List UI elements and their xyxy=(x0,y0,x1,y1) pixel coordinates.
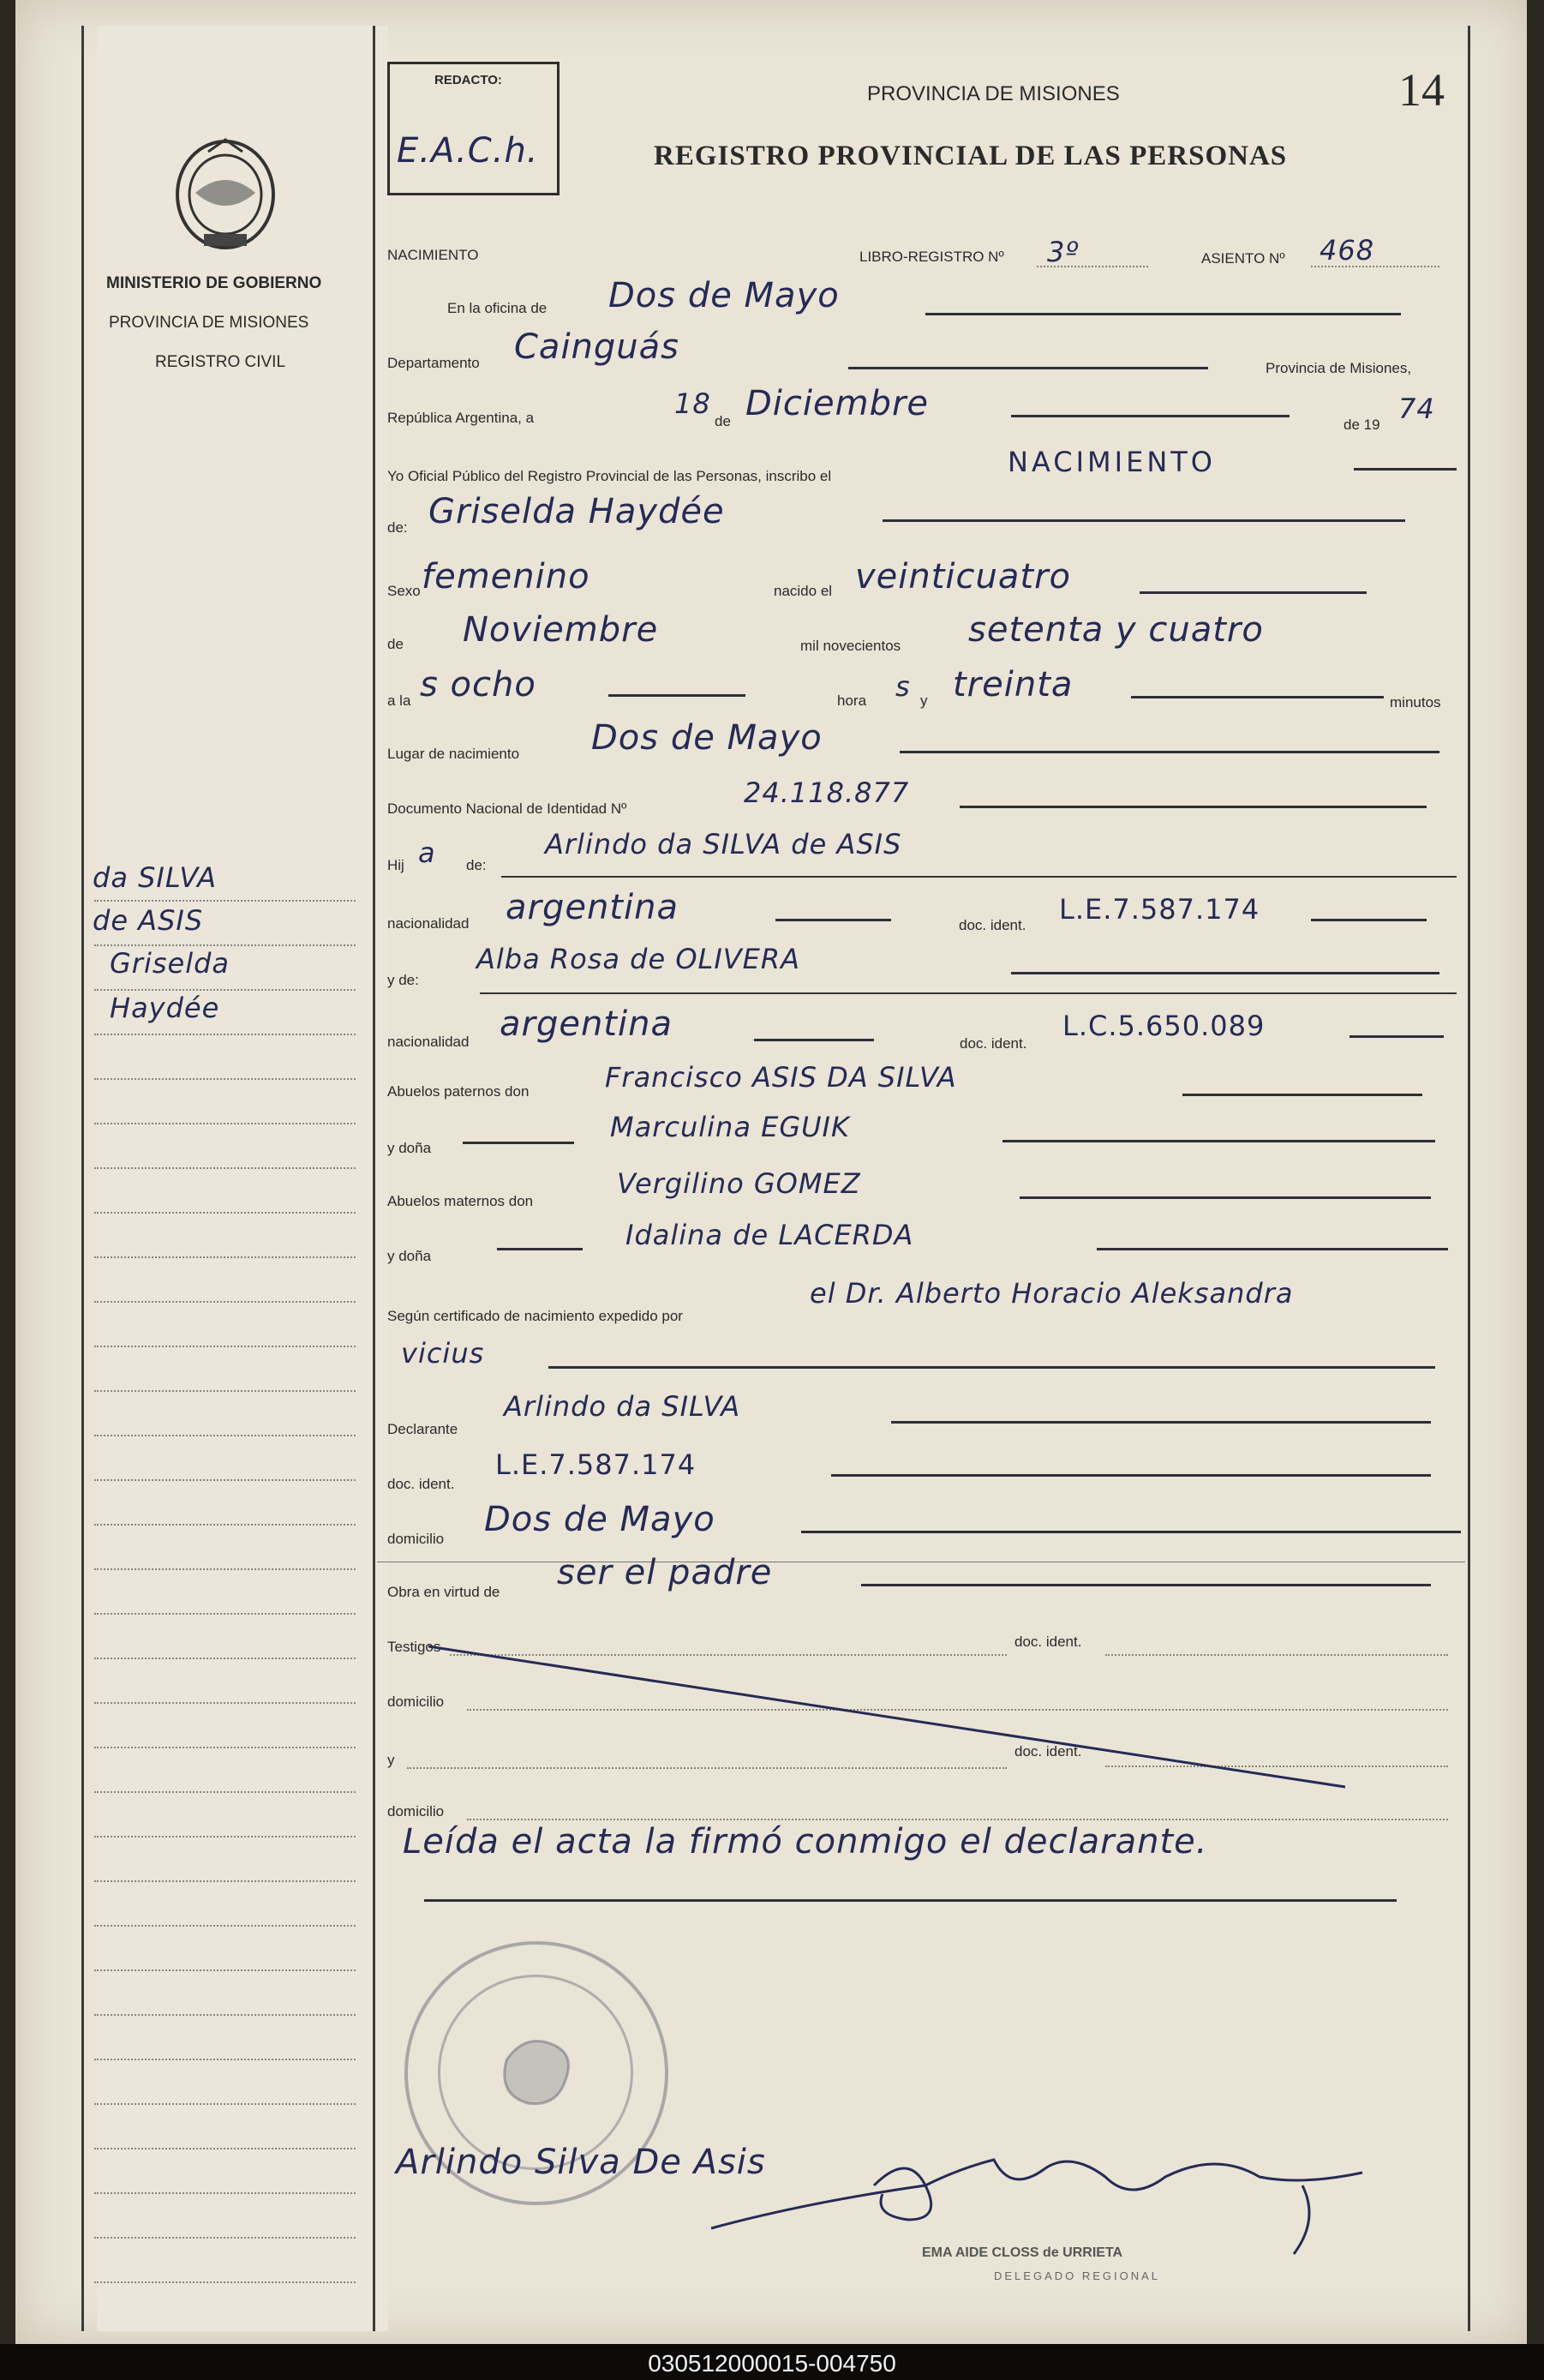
registro-civil-label: REGISTRO CIVIL xyxy=(155,353,286,371)
ydona1-label: y doña xyxy=(387,1140,432,1156)
oficina-label: En la oficina de xyxy=(447,300,548,316)
margin-note-line-3: Griselda xyxy=(110,947,230,980)
margin-rule xyxy=(94,1034,356,1035)
margin-rule xyxy=(94,944,356,946)
redacto-signature: E.A.C.h. xyxy=(397,131,539,171)
margin-rule xyxy=(94,1390,356,1392)
document-id: 030512000015-004750 xyxy=(648,2350,896,2377)
margin-rule xyxy=(94,989,356,991)
margin-rule xyxy=(94,2059,356,2060)
ab-pat-value: Francisco ASIS DA SILVA xyxy=(605,1061,957,1094)
docid3-label: doc. ident. xyxy=(387,1476,455,1492)
docid4-label: doc. ident. xyxy=(1014,1634,1082,1650)
dni-label: Documento Nacional de Identidad Nº xyxy=(387,800,627,817)
margin-rule xyxy=(94,1925,356,1927)
sexo-value: femenino xyxy=(422,557,590,596)
mil-label: mil novecientos xyxy=(800,638,901,654)
libro-label: LIBRO-REGISTRO Nº xyxy=(859,249,1004,265)
margin-rule xyxy=(94,2148,356,2149)
oficina-value: Dos de Mayo xyxy=(608,276,840,315)
cert-value-2: vicius xyxy=(401,1337,485,1370)
departamento-value: Cainguás xyxy=(514,327,679,367)
asiento-label: ASIENTO Nº xyxy=(1201,250,1285,267)
margin-note-line-1: da SILVA xyxy=(93,861,217,894)
province-emblem-icon xyxy=(170,133,281,253)
margin-note-line-2: de ASIS xyxy=(93,904,204,937)
mil-value: setenta y cuatro xyxy=(968,610,1264,650)
frame-left-line xyxy=(81,26,84,2331)
hijo-label: Hij xyxy=(387,857,404,873)
margin-rule xyxy=(94,2192,356,2194)
min-value: treinta xyxy=(953,665,1074,704)
de-name-label: de: xyxy=(387,519,408,536)
docid2-value: L.C.5.650.089 xyxy=(1062,1010,1266,1042)
nacimiento-label: NACIMIENTO xyxy=(387,247,479,263)
nacido-label: nacido el xyxy=(774,583,833,599)
sidebar-province-label: PROVINCIA DE MISIONES xyxy=(109,314,309,332)
ala-value: s ocho xyxy=(420,665,536,704)
departamento-label: Departamento xyxy=(387,355,480,371)
docid5-label: doc. ident. xyxy=(1014,1743,1082,1760)
margin-rule xyxy=(94,2103,356,2105)
nacido-value: veinticuatro xyxy=(855,557,1071,596)
dni-value: 24.118.877 xyxy=(744,776,910,809)
lugar-value: Dos de Mayo xyxy=(591,718,823,758)
margin-rule xyxy=(94,2237,356,2239)
nac2-value: argentina xyxy=(500,1004,673,1044)
margin-rule xyxy=(94,2281,356,2283)
ministry-label: MINISTERIO DE GOBIERNO xyxy=(106,274,322,292)
domicilio3-label: domicilio xyxy=(387,1803,445,1819)
obra-label: Obra en virtud de xyxy=(387,1584,500,1600)
page-number: 14 xyxy=(1398,64,1445,116)
oficial-value: NACIMIENTO xyxy=(1008,446,1216,478)
margin-rule xyxy=(94,900,356,902)
margin-rule xyxy=(94,1791,356,1793)
nac1-label: nacionalidad xyxy=(387,915,470,932)
nac1-value: argentina xyxy=(506,888,679,927)
docid2-label: doc. ident. xyxy=(960,1035,1027,1052)
libro-value: 3º xyxy=(1047,236,1080,268)
docid1-label: doc. ident. xyxy=(959,917,1026,933)
frame-right-line xyxy=(1468,26,1470,2331)
asiento-value: 468 xyxy=(1320,234,1375,267)
margin-rule xyxy=(94,2014,356,2016)
ydona2-value: Idalina de LACERDA xyxy=(625,1219,914,1251)
redacto-label: REDACTO: xyxy=(434,73,502,87)
strike-through-line xyxy=(428,1641,1354,1795)
frame-divider-line xyxy=(373,26,375,2331)
margin-rule xyxy=(94,1078,356,1080)
y2-label: y xyxy=(387,1752,395,1768)
domicilio-value: Dos de Mayo xyxy=(484,1500,715,1539)
ab-mat-label: Abuelos maternos don xyxy=(387,1193,534,1209)
provincia-suffix: Provincia de Misiones, xyxy=(1266,360,1412,376)
nov-value: Noviembre xyxy=(463,610,659,650)
month-value: Diciembre xyxy=(745,384,930,423)
name-value: Griselda Haydée xyxy=(428,492,725,531)
republica-label: República Argentina, a xyxy=(387,410,535,426)
yde-label: y de: xyxy=(387,972,419,988)
year-value: 74 xyxy=(1398,393,1435,425)
margin-rule xyxy=(94,1524,356,1526)
margin-rule xyxy=(94,1880,356,1882)
cert-label: Según certificado de nacimiento expedido por xyxy=(387,1308,683,1324)
seal-map-icon xyxy=(489,2026,583,2120)
margin-rule xyxy=(94,1435,356,1436)
header-registry-title: REGISTRO PROVINCIAL DE LAS PERSONAS xyxy=(654,141,1288,171)
margin-rule xyxy=(94,1568,356,1570)
day-value: 18 xyxy=(674,387,711,420)
cert-value: el Dr. Alberto Horacio Aleksandra xyxy=(810,1277,1294,1310)
testigos-label: Testigos xyxy=(387,1639,441,1655)
header-province: PROVINCIA DE MISIONES xyxy=(867,82,1120,105)
declarante-value: Arlindo da SILVA xyxy=(504,1390,741,1423)
obra-value: ser el padre xyxy=(557,1553,773,1592)
margin-rule xyxy=(94,1167,356,1169)
father-value: Arlindo da SILVA de ASIS xyxy=(545,828,902,860)
margin-rule xyxy=(94,1658,356,1659)
margin-rule xyxy=(94,1747,356,1748)
declarante-label: Declarante xyxy=(387,1421,458,1437)
margin-rule xyxy=(94,1256,356,1258)
docid1-value: L.E.7.587.174 xyxy=(1059,893,1260,926)
official-name: EMA AIDE CLOSS de URRIETA xyxy=(922,2245,1123,2260)
margin-rule xyxy=(94,1123,356,1124)
official-signature-scribble xyxy=(703,2134,1439,2263)
lugar-label: Lugar de nacimiento xyxy=(387,746,520,762)
hora-label: hora xyxy=(837,692,867,709)
ab-pat-label: Abuelos paternos don xyxy=(387,1083,530,1100)
hora-value: s xyxy=(895,670,911,703)
mother-value: Alba Rosa de OLIVERA xyxy=(476,943,800,975)
sexo-label: Sexo xyxy=(387,583,421,599)
margin-rule xyxy=(94,1346,356,1347)
oficial-label: Yo Oficial Público del Registro Provincial de las Personas, inscribo el xyxy=(387,468,832,484)
margin-note-line-4: Haydée xyxy=(110,992,220,1024)
hijo-de-label: de: xyxy=(466,857,487,873)
docid3-value: L.E.7.587.174 xyxy=(495,1448,697,1481)
margin-rule xyxy=(94,1301,356,1303)
hijo-suffix: a xyxy=(418,836,436,869)
redacto-box xyxy=(387,62,560,195)
margin-rule xyxy=(94,1212,356,1214)
ab-mat-value: Vergilino GOMEZ xyxy=(617,1167,861,1200)
margin-rule xyxy=(94,1969,356,1971)
ala-label: a la xyxy=(387,692,411,709)
margin-rule xyxy=(94,1613,356,1615)
de-label: de xyxy=(715,413,731,429)
de2-label: de xyxy=(387,636,404,652)
margin-rule xyxy=(94,1479,356,1481)
year-label: de 19 xyxy=(1344,417,1380,433)
official-title: DELEGADO REGIONAL xyxy=(994,2269,1161,2282)
domicilio2-label: domicilio xyxy=(387,1694,445,1710)
declarant-signature: Arlindo Silva De Asis xyxy=(396,2143,766,2182)
margin-rule xyxy=(94,1836,356,1837)
ydona1-value: Marculina EGUIK xyxy=(610,1111,850,1143)
nac2-label: nacionalidad xyxy=(387,1034,470,1050)
closing-text: Leída el acta la firmó conmigo el declarante. xyxy=(403,1822,1208,1861)
ydona2-label: y doña xyxy=(387,1248,432,1264)
domicilio-label: domicilio xyxy=(387,1531,445,1547)
margin-rule xyxy=(94,1702,356,1704)
y-label: y xyxy=(920,692,928,709)
minutos-label: minutos xyxy=(1390,694,1441,710)
